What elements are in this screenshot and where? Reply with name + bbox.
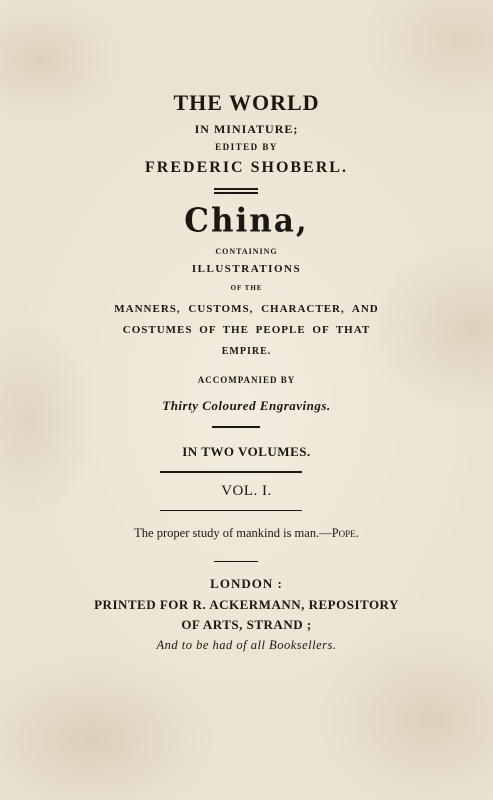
rule-under-volumes (160, 471, 302, 473)
volume-number: VOL. I. (221, 483, 272, 499)
imprint-printer-line-1: PRINTED FOR R. ACKERMANN, REPOSITORY (94, 597, 399, 612)
double-rule-top (214, 188, 258, 190)
description-line-3: EMPIRE. (221, 346, 272, 357)
epigraph-author: Pope. (331, 526, 359, 540)
illustrations: ILLUSTRATIONS (191, 263, 302, 275)
title-in-miniature: IN MINIATURE; (194, 122, 299, 136)
edited-by: EDITED BY (215, 142, 278, 152)
imprint-printer-line-2: OF ARTS, STRAND ; (181, 617, 312, 632)
of-the: OF THE (230, 284, 263, 292)
rule-under-engravings (212, 426, 260, 428)
imprint-booksellers: And to be had of all Booksellers. (156, 638, 337, 652)
title-the-world: THE WORLD (173, 90, 320, 115)
imprint-place: LONDON : (210, 576, 283, 591)
editor-name: FREDERIC SHOBERL. (145, 159, 348, 176)
epigraph (0, 527, 493, 540)
epigraph-text: The proper study of mankind is man.— (134, 526, 332, 540)
engravings: Thirty Coloured Engravings. (162, 398, 331, 413)
rule-above-imprint (214, 561, 258, 562)
rule-under-volume-number (160, 510, 302, 511)
description-line-1: MANNERS, CUSTOMS, CHARACTER, AND (114, 303, 379, 315)
description-line-2: COSTUMES OF THE PEOPLE OF THAT (122, 324, 371, 336)
containing: CONTAINING (215, 247, 278, 256)
accompanied-by: ACCOMPANIED BY (197, 375, 296, 385)
subject-china: China, (184, 202, 309, 240)
in-two-volumes: IN TWO VOLUMES. (182, 444, 311, 459)
double-rule-bottom (214, 192, 258, 194)
